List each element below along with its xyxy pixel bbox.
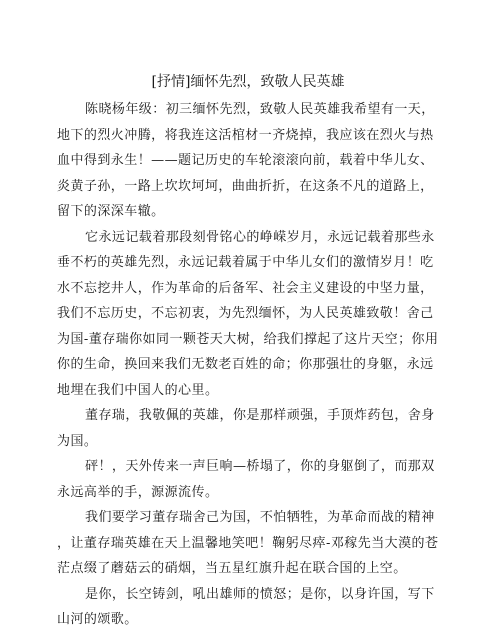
paragraph: 它永远记载着那段刻骨铭心的峥嵘岁月，永远记载着那些永垂不朽的英雄先烈，永远记载着属于中华儿女们的激情岁月！吃水不忘挖井人，作为革命的后备军、社会主义建设的中坚力量，我们不忘历史，不忘初衷，为先烈缅怀，为人民英雄致敬！舍己为国-董存瑞你如同一颗苍天大树，给我们撑起了这片天空；你用你的生命，换回来我们无数老百姓的命；你那强壮的身躯，永远地埋在我们中国人的心里。 [57, 229, 439, 398]
paragraph: 陈晓杨年级：初三缅怀先烈，致敬人民英雄我希望有一天，地下的烈火冲腾，将我连这活棺材一齐烧掉，我应该在烈火与热血中得到永生！——题记历史的车轮滚滚向前，载着中华儿女、炎黄子孙，一路上坎坎坷坷，曲曲折折，在这条不凡的道路上，留下的深深车辙。 [57, 102, 435, 219]
paragraph: 砰！，天外传来一声巨响—桥塌了，你的身躯倒了，而那双永远高举的手，源源流传。 [57, 459, 435, 500]
paragraph: 董存瑞，我敬佩的英雄，你是那样顽强，手顶炸药包，舍身为国。 [57, 408, 435, 449]
paragraph: 是你，长空铸剑，吼出雄师的愤怒；是你，以身许国，写下山河的颂歌。 [57, 586, 435, 627]
document-title: [抒情]缅怀先烈，致敬人民英雄 [151, 74, 345, 90]
paragraph: 我们要学习董存瑞舍己为国，不怕牺牲，为革命而战的精神，让董存瑞英雄在天上温馨地笑吧！鞠躬尽瘁-邓稼先当大漠的苍茫点缀了蘑菇云的硝烟，当五星红旗升起在联合国的上空。 [57, 510, 439, 576]
document-body [57, 97, 442, 633]
